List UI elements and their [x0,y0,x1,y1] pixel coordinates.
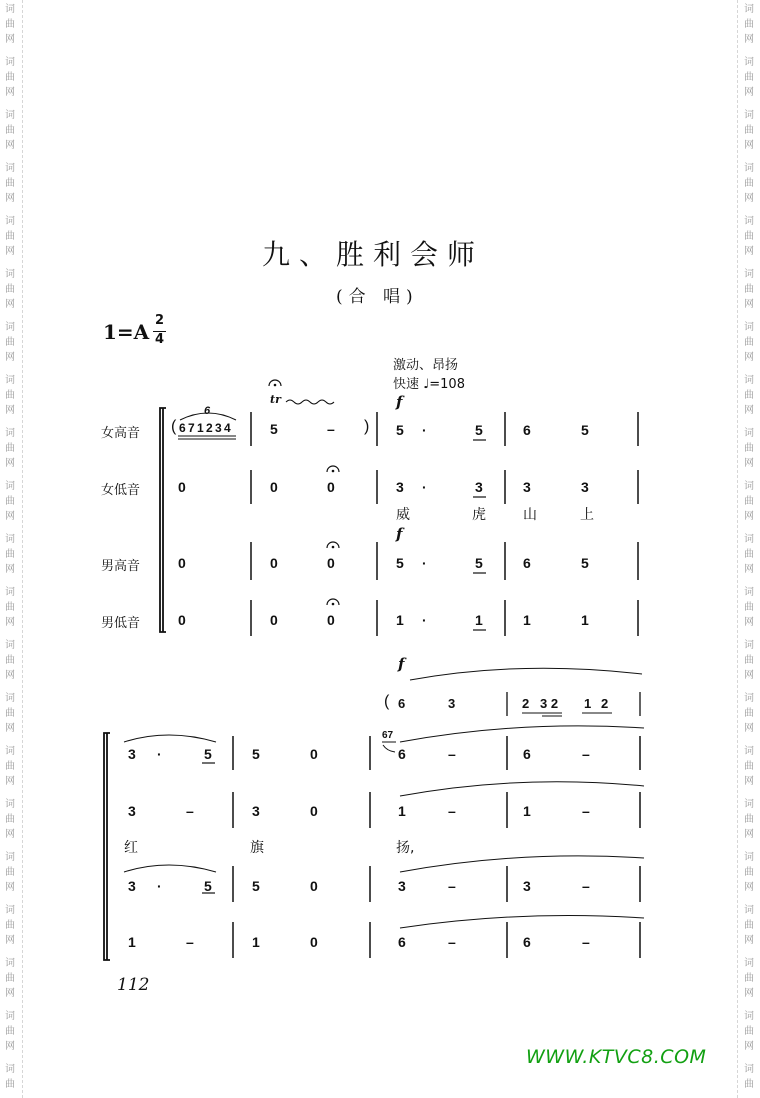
watermark-char: 词 [744,693,754,704]
bass-note: 1 [252,934,260,950]
watermark-char: 网 [744,352,754,363]
watermark-char: 网 [744,87,754,98]
watermark-char: 词 [5,958,15,969]
watermark-char: 网 [744,564,754,575]
watermark-char: 网 [5,511,15,522]
rest-bass-2: 0 [270,612,278,628]
tenor-dot: · [157,878,162,894]
watermark-char: 曲 [5,814,15,825]
watermark-char: 曲 [5,496,15,507]
watermark-char: 网 [5,246,15,257]
watermark-char: 曲 [5,284,15,295]
watermark-char: 网 [5,1041,15,1052]
watermark-char: 网 [5,352,15,363]
watermark-char: 曲 [5,602,15,613]
watermark-char: 曲 [744,708,754,719]
watermark-char: 词 [5,322,15,333]
grace-note: 67 [382,730,394,741]
lyric: 虎 [472,507,486,523]
part-label-tenor: 男高音 [101,559,141,574]
watermark-char: 词 [5,799,15,810]
watermark-char: 网 [5,405,15,416]
watermark-char: 词 [5,852,15,863]
part-label-alto: 女低音 [101,483,141,498]
tenor-slur [400,856,644,872]
watermark-char: 词 [744,57,754,68]
watermark-char: 曲 [744,655,754,666]
watermark-char: 曲 [744,973,754,984]
watermark-char: 词 [744,428,754,439]
tenor-note: 3 [128,878,136,894]
site-watermark: WWW.KTVC8.COM [526,1046,707,1068]
watermark-char: 曲 [744,284,754,295]
alto-dash: – [448,803,456,819]
watermark-char: 曲 [744,337,754,348]
watermark-char: 网 [5,882,15,893]
alto-note: 1 [523,803,531,819]
watermark-char: 词 [744,746,754,757]
alto-dash: – [582,803,590,819]
watermark-char: 网 [744,299,754,310]
time-signature-numerator: 2 [155,313,165,328]
watermark-char: 词 [744,640,754,651]
soprano-note: 5 [252,746,260,762]
watermark-char: 曲 [5,761,15,772]
watermark-char: 曲 [5,920,15,931]
soprano-dot: · [422,422,427,438]
watermark-char: 曲 [5,1079,15,1090]
watermark-char: 网 [5,564,15,575]
watermark-char: 词 [5,1011,15,1022]
watermark-char: 词 [5,163,15,174]
page-subtitle: (合 唱) [336,287,419,307]
accomp-note: 1 [584,696,592,711]
watermark-char: 词 [744,958,754,969]
watermark-char: 曲 [744,231,754,242]
accomp-note: 3 2 [540,696,559,711]
tenor-rest: 0 [310,878,318,894]
watermark-char: 词 [744,534,754,545]
watermark-char: 词 [744,481,754,492]
intro-close-paren: ) [364,418,370,435]
watermark-char: 网 [5,87,15,98]
rest-alto-3: 0 [327,479,335,495]
accomp-note: 2 [522,696,530,711]
watermark-char: 词 [5,216,15,227]
tenor-note: 5 [475,555,483,571]
watermark-char: 曲 [5,390,15,401]
watermark-char: 网 [5,193,15,204]
watermark-char: 网 [5,670,15,681]
watermark-char: 词 [5,640,15,651]
bass-dash: – [582,934,590,950]
watermark-char: 曲 [5,708,15,719]
soprano-slur [400,726,644,742]
watermark-char: 词 [744,322,754,333]
watermark-char: 词 [744,216,754,227]
tenor-dynamic-forte: f [396,525,403,543]
watermark-char: 网 [744,193,754,204]
watermark-char: 词 [5,746,15,757]
watermark-char: 网 [5,723,15,734]
watermark-char: 词 [744,163,754,174]
soprano-note: 6 [398,746,406,762]
lyric: 威 [396,507,410,523]
tenor-dot: · [422,555,427,571]
watermark-char: 曲 [5,655,15,666]
grace-note-tie [383,745,395,752]
watermark-char: 网 [5,988,15,999]
alto-note: 3 [581,479,589,495]
tenor-slur [124,865,216,872]
bass-slur [400,916,644,928]
watermark-char: 词 [5,57,15,68]
tenor-note: 5 [204,878,212,894]
watermark-char: 曲 [5,231,15,242]
intro-grace-note: 6 [204,405,211,417]
bass-note: 1 [396,612,404,628]
watermark-char: 曲 [744,178,754,189]
accomp-slur [410,668,642,680]
bass-rest: 0 [310,934,318,950]
watermark-char: 曲 [744,1079,754,1090]
soprano-dash: – [582,746,590,762]
tenor-note: 6 [523,555,531,571]
watermark-char: 词 [5,375,15,386]
watermark-char: 网 [744,935,754,946]
soprano-slur [124,735,216,742]
bass-note: 6 [398,934,406,950]
watermark-char: 词 [5,110,15,121]
watermark-char: 曲 [744,602,754,613]
watermark-char: 网 [744,882,754,893]
watermark-char: 词 [5,1064,15,1075]
watermark-char: 网 [5,34,15,45]
watermark-char: 词 [5,693,15,704]
rest-bass-1: 0 [178,612,186,628]
watermark-char: 词 [744,799,754,810]
key-signature: 1=A [103,320,150,344]
lyric: 红 [124,840,138,856]
alto-note: 1 [398,803,406,819]
watermark-char: 网 [744,34,754,45]
watermark-char: 曲 [744,125,754,136]
watermark-char: 词 [744,1064,754,1075]
watermark-char: 网 [744,140,754,151]
bass-note: 6 [523,934,531,950]
watermark-char: 曲 [5,178,15,189]
alto-rest: 0 [310,803,318,819]
intro-open-paren: ( [171,418,177,435]
accomp-note: 6 [398,696,406,711]
alto-note: 3 [475,479,483,495]
watermark-char: 词 [744,375,754,386]
watermark-char: 词 [744,269,754,280]
soprano-dot: · [157,746,162,762]
watermark-char: 词 [5,587,15,598]
watermark-char: 曲 [5,973,15,984]
watermark-char: 词 [744,905,754,916]
watermark-char: 网 [5,617,15,628]
bass-dash: – [448,934,456,950]
tenor-dash: – [582,878,590,894]
watermark-char: 曲 [5,443,15,454]
watermark-char: 网 [5,140,15,151]
time-signature-denominator: 4 [155,332,165,347]
watermark-char: 曲 [5,72,15,83]
watermark-char: 词 [744,1011,754,1022]
rest-tenor-2: 0 [270,555,278,571]
watermark-char: 曲 [5,549,15,560]
rest-alto-1: 0 [178,479,186,495]
watermark-char: 曲 [5,1026,15,1037]
accomp-note: 2 [601,696,609,711]
watermark-char: 词 [744,852,754,863]
bass-dot: · [422,612,427,628]
watermark-char: 曲 [744,1026,754,1037]
watermark-char: 曲 [744,19,754,30]
watermark-char: 词 [5,905,15,916]
watermark-char: 词 [744,4,754,15]
watermark-char: 曲 [5,125,15,136]
tenor-note: 3 [523,878,531,894]
watermark-char: 网 [5,458,15,469]
watermark-char: 网 [744,617,754,628]
tenor-dash: – [448,878,456,894]
soprano-note: 5 [581,422,589,438]
soprano-note: 6 [523,746,531,762]
alto-slur [400,782,644,796]
bass-note: 1 [581,612,589,628]
watermark-char: 曲 [5,19,15,30]
watermark-char: 词 [5,481,15,492]
soprano-note: 6 [523,422,531,438]
watermark-char: 词 [5,534,15,545]
soprano-note: 5 [204,746,212,762]
watermark-char: 曲 [744,443,754,454]
watermark-char: 曲 [744,867,754,878]
watermark-char: 网 [744,246,754,257]
alto-dot: · [422,479,427,495]
intro-dash: – [327,421,335,437]
watermark-char: 词 [5,428,15,439]
watermark-char: 曲 [744,390,754,401]
watermark-char: 曲 [744,761,754,772]
accomp-open-paren: ( [384,693,390,710]
alto-dash: – [186,803,194,819]
watermark-char: 曲 [744,549,754,560]
expression-mark: 激动、昂扬 [393,358,459,373]
watermark-char: 曲 [5,337,15,348]
rest-alto-2: 0 [270,479,278,495]
watermark-char: 网 [744,511,754,522]
watermark-char: 曲 [744,72,754,83]
page-number: 112 [117,975,150,995]
watermark-char: 网 [744,829,754,840]
watermark-char: 网 [744,988,754,999]
soprano-dash: – [448,746,456,762]
watermark-char: 词 [744,110,754,121]
system2-dynamic-forte: f [398,655,405,673]
watermark-char: 曲 [744,920,754,931]
watermark-char: 网 [744,723,754,734]
tenor-note: 5 [581,555,589,571]
bass-dash: – [186,934,194,950]
tenor-note: 5 [396,555,404,571]
rest-tenor-3: 0 [327,555,335,571]
watermark-char: 词 [5,269,15,280]
watermark-char: 网 [5,935,15,946]
soprano-rest: 0 [310,746,318,762]
watermark-char: 网 [744,776,754,787]
system2-bracket [104,733,110,960]
watermark-char: 网 [744,458,754,469]
watermark-char: 网 [5,776,15,787]
lyric: 上 [580,507,594,523]
watermark-char: 词 [744,587,754,598]
part-label-soprano: 女高音 [101,426,141,441]
intro-sustain-note: 5 [270,421,278,437]
watermark-char: 曲 [744,814,754,825]
alto-note: 3 [396,479,404,495]
watermark-char: 曲 [5,867,15,878]
watermark-char: 词 [5,4,15,15]
tenor-note: 3 [398,878,406,894]
intro-notes: 6 7 1 2 3 4 [179,421,231,435]
lyric: 扬, [396,840,415,856]
watermark-char: 网 [5,829,15,840]
bass-note: 1 [475,612,483,628]
watermark-char: 网 [744,405,754,416]
soprano-note: 3 [128,746,136,762]
watermark-char: 网 [744,1041,754,1052]
tempo-mark: 快速 ♩=108 [393,377,465,392]
page-title: 九、胜利会师 [262,238,485,271]
watermark-char: 曲 [744,496,754,507]
rest-tenor-1: 0 [178,555,186,571]
rest-bass-3: 0 [327,612,335,628]
bass-note: 1 [523,612,531,628]
dynamic-forte: f [396,393,403,411]
trill-mark: tr [270,393,281,406]
bass-note: 1 [128,934,136,950]
alto-note: 3 [252,803,260,819]
lyric: 旗 [250,840,264,856]
lyric: 山 [523,507,537,523]
soprano-note: 5 [396,422,404,438]
watermark-char: 网 [5,299,15,310]
alto-note: 3 [523,479,531,495]
watermark-char: 网 [744,670,754,681]
alto-note: 3 [128,803,136,819]
part-label-bass: 男低音 [101,616,141,631]
soprano-note: 5 [475,422,483,438]
accomp-note: 3 [448,696,456,711]
tenor-note: 5 [252,878,260,894]
